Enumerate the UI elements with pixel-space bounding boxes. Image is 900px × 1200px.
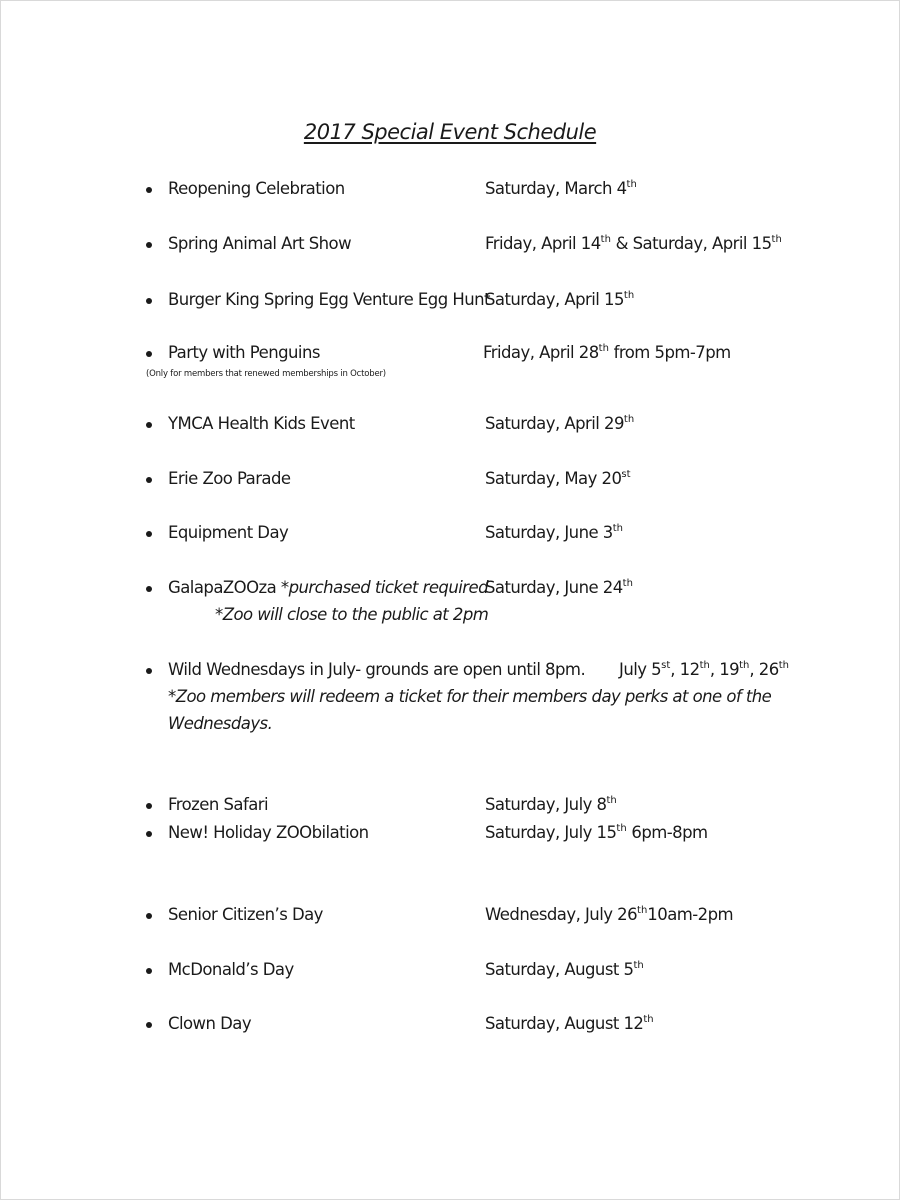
bullet-icon (146, 831, 152, 837)
event-subnote: Wednesdays. (168, 714, 273, 733)
bullet-icon (146, 1022, 152, 1028)
event-date: Saturday, April 29th (485, 414, 635, 433)
event-name: Burger King Spring Egg Venture Egg Hunt (168, 290, 490, 309)
event-date: Friday, April 14th & Saturday, April 15th (485, 234, 782, 253)
bullet-icon (146, 477, 152, 483)
event-name: GalapaZOOza *purchased ticket required (168, 578, 489, 597)
event-date: Saturday, June 24th (485, 578, 633, 597)
bullet-icon (146, 351, 152, 357)
bullet-icon (146, 531, 152, 537)
event-name: Clown Day (168, 1014, 252, 1033)
event-name: Erie Zoo Parade (168, 469, 291, 488)
bullet-icon (146, 242, 152, 248)
event-name: Party with Penguins (168, 343, 320, 362)
event-date: July 5st, 12th, 19th, 26th (619, 660, 789, 679)
event-name: Spring Animal Art Show (168, 234, 352, 253)
event-name: Reopening Celebration (168, 179, 345, 198)
event-date: Saturday, May 20st (485, 469, 631, 488)
bullet-icon (146, 422, 152, 428)
event-name: Frozen Safari (168, 795, 269, 814)
event-name: Equipment Day (168, 523, 289, 542)
bullet-icon (146, 968, 152, 974)
event-date: Saturday, July 15th 6pm-8pm (485, 823, 708, 842)
event-name: Wild Wednesdays in July- grounds are open until 8pm. (168, 660, 586, 679)
bullet-icon (146, 586, 152, 592)
event-date: Saturday, August 5th (485, 960, 644, 979)
event-note: (Only for members that renewed memberships in October) (146, 369, 386, 379)
event-name: YMCA Health Kids Event (168, 414, 355, 433)
event-name: McDonald’s Day (168, 960, 294, 979)
event-date: Saturday, March 4th (485, 179, 637, 198)
event-date: Wednesday, July 26th10am-2pm (485, 905, 734, 924)
event-date: Saturday, July 8th (485, 795, 617, 814)
event-subnote: *Zoo will close to the public at 2pm (215, 605, 489, 624)
event-date: Friday, April 28th from 5pm-7pm (483, 343, 731, 362)
bullet-icon (146, 913, 152, 919)
event-subnote: *Zoo members will redeem a ticket for their members day perks at one of the (168, 687, 772, 706)
page-title: 2017 Special Event Schedule (303, 120, 597, 144)
bullet-icon (146, 803, 152, 809)
bullet-icon (146, 668, 152, 674)
event-name: New! Holiday ZOObilation (168, 823, 369, 842)
bullet-icon (146, 298, 152, 304)
event-name: Senior Citizen’s Day (168, 905, 323, 924)
event-date: Saturday, April 15th (485, 290, 635, 309)
event-date: Saturday, August 12th (485, 1014, 654, 1033)
bullet-icon (146, 187, 152, 193)
event-date: Saturday, June 3th (485, 523, 623, 542)
